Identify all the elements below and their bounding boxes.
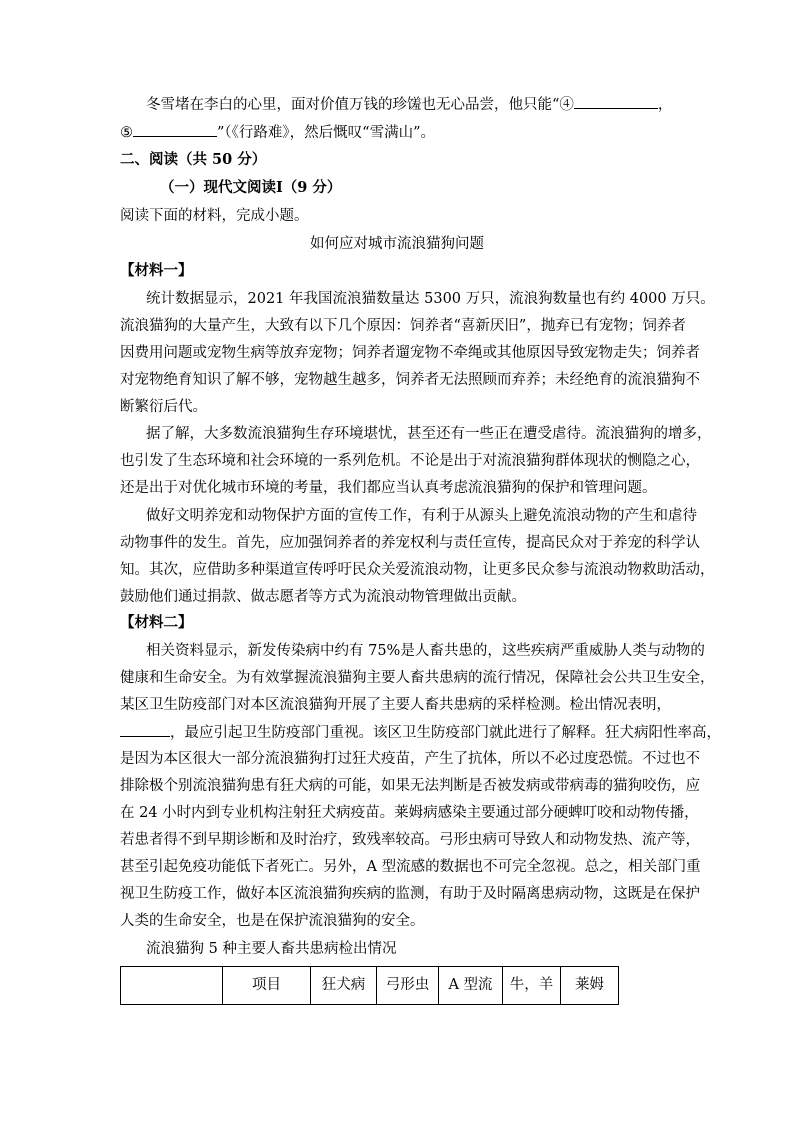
poem-line-1-end: ， bbox=[657, 97, 673, 113]
material1-line: 因费用问题或宠物生病等放弃宠物；饲养者遛宠物不牵绳或其他原因导致宠物走失；饲养者 bbox=[120, 345, 700, 361]
material1-line: 做好文明养宠和动物保护方面的宣传工作，有利于从源头上避免流浪动物的产生和虐待 bbox=[146, 508, 697, 524]
material1-line: 流浪猫狗的大量产生，大致有以下几个原因：饲养者“喜新厌旧”，抛弃已有宠物；饲养者 bbox=[120, 318, 686, 334]
table-header-cell bbox=[121, 967, 223, 1005]
material2-line: 视卫生防疫工作，做好本区流浪猫狗疾病的监测，有助于及时隔离患病动物，这既是在保护 bbox=[120, 886, 700, 902]
material2-line: 某区卫生防疫部门对本区流浪猫狗开展了主要人畜共患病的采样检测。检出情况表明， bbox=[120, 697, 671, 713]
material1-line: 统计数据显示，2021 年我国流浪猫数量达 5300 万只，流浪狗数量也有约 4000 万只。 bbox=[146, 291, 715, 307]
table-header-cell: A 型流 bbox=[439, 967, 503, 1005]
table-header-cell: 弓形虫 bbox=[377, 967, 439, 1005]
answer-blank-material2[interactable] bbox=[120, 722, 170, 737]
instruction-text: 阅读下面的材料，完成小题。 bbox=[120, 208, 309, 224]
answer-blank-5[interactable] bbox=[133, 122, 217, 137]
table-header-row bbox=[121, 967, 619, 1005]
material1-line: 据了解，大多数流浪猫狗生存环境堪忧，甚至还有一些正在遭受虐待。流浪猫狗的增多， bbox=[146, 426, 712, 442]
material1-line: 对宠物绝育知识了解不够，宠物越生越多，饲养者无法照顾而弃养；未经绝育的流浪猫狗不 bbox=[120, 372, 700, 388]
table-header-cell: 莱姆 bbox=[561, 967, 619, 1005]
subsection-heading: （一）现代文阅读Ⅰ（9 分） bbox=[160, 179, 342, 196]
material2-line: 排除极个别流浪猫狗患有狂犬病的可能，如果无法判断是否被发病或带病毒的猫狗咬伤，应 bbox=[120, 778, 700, 794]
material2-label: 【材料二】 bbox=[120, 614, 193, 631]
table-header-cell: 项目 bbox=[223, 967, 311, 1005]
material2-line: 若患者得不到早期诊断和及时治疗，致残率较高。弓形虫病可导致人和动物发热、流产等， bbox=[120, 832, 700, 848]
material1-line: 知。其次，应借助多种渠道宣传呼吁民众关爱流浪动物，让更多民众参与流浪动物救助活动， bbox=[120, 562, 715, 578]
table-header-cell: 狂犬病 bbox=[311, 967, 377, 1005]
material1-line: 也引发了生态环境和社会环境的一系列危机。不论是出于对流浪猫狗群体现状的恻隐之心， bbox=[120, 453, 700, 469]
disease-table bbox=[120, 966, 619, 1005]
material1-line: 断繁衍后代。 bbox=[120, 399, 207, 415]
material2-line: 甚至引起免疫功能低下者死亡。另外，A 型流感的数据也不可完全忽视。总之，相关部门重 bbox=[120, 859, 701, 875]
material2-line: 健康和生命安全。为有效掌握流浪猫狗主要人畜共患病的流行情况，保障社会公共卫生安全， bbox=[120, 670, 715, 686]
article-title: 如何应对城市流浪猫狗问题 bbox=[310, 236, 484, 252]
material2-line bbox=[120, 722, 721, 743]
poem-line-1 bbox=[146, 94, 672, 115]
poem-line-2-text: ”（《行路难》，然后慨叹“雪满山”。 bbox=[217, 125, 435, 141]
table-header-cell: 牛，羊 bbox=[503, 967, 561, 1005]
material1-line: 鼓励他们通过捐款、做志愿者等方式为流浪动物管理做出贡献。 bbox=[120, 589, 526, 605]
material2-line: 人类的生命安全，也是在保护流浪猫狗的安全。 bbox=[120, 913, 425, 929]
material2-line: 在 24 小时内到专业机构注射狂犬病疫苗。莱姆病感染主要通过部分硬蜱叮咬和动物传播， bbox=[120, 805, 699, 821]
material1-label: 【材料一】 bbox=[120, 262, 193, 279]
section-heading: 二、阅读（共 50 分） bbox=[120, 151, 267, 168]
material2-line: 相关资料显示，新发传染病中约有 75%是人畜共患的，这些疾病严重威胁人类与动物的 bbox=[146, 643, 705, 659]
material1-line: 动物事件的发生。首先，应加强饲养者的养宠权利与责任宣传，提高民众对于养宠的科学认 bbox=[120, 535, 700, 551]
table-caption: 流浪猫狗 5 种主要人畜共患病检出情况 bbox=[146, 941, 397, 957]
material2-line: 是因为本区很大一部分流浪猫狗打过狂犬疫苗，产生了抗体，所以不必过度恐慌。不过也不 bbox=[120, 751, 700, 767]
poem-line-2-start: ⑤ bbox=[120, 125, 133, 141]
answer-blank-4[interactable] bbox=[574, 94, 658, 109]
poem-line-1-text: 冬雪堵在李白的心里，面对价值万钱的珍馐也无心品尝，他只能“④ bbox=[146, 97, 574, 113]
material1-line: 还是出于对优化城市环境的考量，我们都应当认真考虑流浪猫狗的保护和管理问题。 bbox=[120, 480, 657, 496]
poem-line-2 bbox=[120, 122, 435, 143]
material2-line-text: ，最应引起卫生防疫部门重视。该区卫生防疫部门就此进行了解释。狂犬病阳性率高， bbox=[170, 725, 721, 741]
